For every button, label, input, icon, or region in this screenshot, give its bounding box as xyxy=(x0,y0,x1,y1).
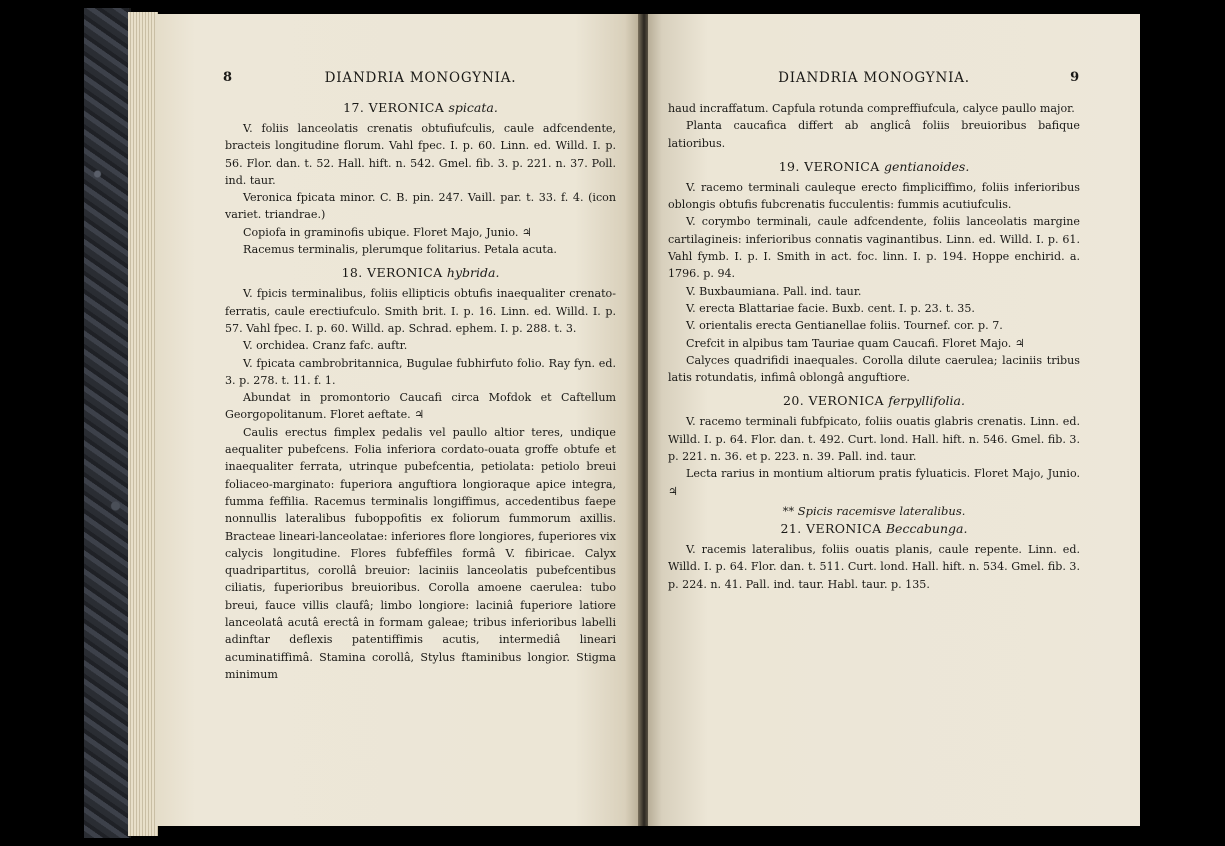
page-edges xyxy=(128,12,158,836)
entry-epithet: Beccabunga. xyxy=(885,520,968,536)
entry-genus: VERONICA xyxy=(804,158,880,174)
entry-17 xyxy=(225,100,616,258)
section-heading: ** Spicis racemisve lateralibus. xyxy=(782,503,966,518)
paragraph: Abundat in promontorio Caucafi circa Mofdok et Caftellum Georgopolitanum. Floret aeftate. ♃ xyxy=(225,391,616,422)
entry-genus: VERONICA xyxy=(806,520,882,536)
paragraph: Calyces quadrifidi inaequales. Corolla dilute caerulea; laciniis tribus latis rotundatis, infimâ oblongâ anguftiore. xyxy=(668,353,1080,385)
paragraph: Planta caucafica differt ab anglicâ foliis breuioribus bafique latioribus. xyxy=(668,119,1080,150)
entry-genus: VERONICA xyxy=(808,393,884,409)
book-binding xyxy=(84,8,131,838)
entry-heading xyxy=(225,100,616,115)
paragraph: Veronica fpicata minor. C. B. pin. 247. Vaill. par. t. 33. f. 4. (icon variet. triandrae.) xyxy=(225,191,616,222)
running-head-left xyxy=(225,70,616,86)
paragraph: Caulis erectus fimplex pedalis vel paullo altior teres, undique aequaliter pubefcens. Folia inferiora cordato-ouata groffe obtufe et inaequaliter ferrata, utrinque pubefcentia, petiolata: petiolo breui foliaceo-marginato: fuperiora anguftiora longioraque apice integra, fumma feffilia. Racemus terminalis longiffimus, accedentibus faepe nonnullis lateralibus fuboppofitis ex foliorum fummorum axillis. Bracteae lineari-lanceolatae: inferiores flore longiores, fuperiores vix calycis longitudine. Flores fubfeffiles formâ V. fibiricae. Calyx quadripartitus, corollâ breuior: laciniis lanceolatis pubefcentibus ciliatis, fuperioribus breuioribus. Corolla amoene caerulea: tubo breui, fauce villis claufâ; limbo longiore: laciniâ fuperiore latiore lanceolatâ acutâ erectâ in formam galeae; tribus inferioribus labelli adinftar deflexis patentiffimis acutis, intermediâ lineari acuminatiffimâ. Stamina corollâ, Stylus ftaminibus longior. Stigma minimum xyxy=(225,425,616,681)
entry-18 xyxy=(225,265,616,683)
running-head-text: DIANDRIA MONOGYNIA. xyxy=(324,70,517,86)
entry-number: 21. xyxy=(780,520,802,536)
entry-genus: VERONICA xyxy=(368,100,445,115)
entry-heading xyxy=(668,159,1080,174)
left-page xyxy=(155,14,640,826)
entry-20 xyxy=(668,393,1080,499)
entry-epithet: spicata. xyxy=(448,100,498,115)
entry-heading xyxy=(668,393,1080,408)
paragraph: V. racemo terminali cauleque erecto fimpliciffimo, foliis inferioribus oblongis obtufis fubcrenatis fucculentis: fummis acutiufculis. xyxy=(668,180,1080,212)
paragraph: V. orientalis erecta Gentianellae foliis. Tournef. cor. p. 7. xyxy=(686,319,1003,333)
paragraph: V. racemo terminali fubfpicato, foliis ouatis glabris crenatis. Linn. ed. Willd. I. p. 64. Flor. dan. t. 492. Curt. lond. Hall. hift. n. 546. Gmel. fib. 3. p. 221. n. 36. et p. 223. n. 39. Pall. ind. taur. xyxy=(668,415,1080,464)
paragraph: Copiofa in graminofis ubique. Floret Majo, Junio. ♃ xyxy=(243,225,532,239)
entry-number: 18. xyxy=(341,265,363,281)
entry-heading xyxy=(668,521,1080,536)
paragraph: Racemus terminalis, plerumque folitarius. Petala acuta. xyxy=(243,243,557,257)
running-head-text: DIANDRIA MONOGYNIA. xyxy=(778,70,970,86)
entry-number: 19. xyxy=(778,158,800,174)
paragraph: V. erecta Blattariae facie. Buxb. cent. I. p. 23. t. 35. xyxy=(686,301,975,315)
entry-epithet: ferpyllifolia. xyxy=(888,393,965,409)
entry-epithet: gentianoides. xyxy=(884,158,970,174)
paragraph: Crefcit in alpibus tam Tauriae quam Caucafi. Floret Majo. ♃ xyxy=(686,336,1025,350)
paragraph: V. fpicis terminalibus, foliis ellipticis obtufis inaequaliter crenato-ferratis, caule erectiufculo. Smith brit. I. p. 16. Linn. ed. Willd. I. p. 57. Vahl fpec. I. p. 60. Willd. ap. Schrad. ephem. I. p. 288. t. 3. xyxy=(225,287,616,335)
entry-genus: VERONICA xyxy=(367,265,443,281)
entry-heading xyxy=(225,265,616,280)
paragraph: V. racemis lateralibus, foliis ouatis planis, caule repente. Linn. ed. Willd. I. p. 64. Flor. dan. t. 511. Curt. lond. Hall. hift. n. 534. Gmel. fib. 3. p. 224. n. 41. Pall. ind. taur. Habl. taur. p. 135. xyxy=(668,542,1080,591)
paragraph: Lecta rarius in montium altiorum pratis fyluaticis. Floret Majo, Junio. ♃ xyxy=(668,467,1080,498)
entry-21 xyxy=(668,521,1080,593)
paragraph: haud incraffatum. Capfula rotunda compreffiufcula, calyce paullo major. xyxy=(668,102,1075,115)
entry-19 xyxy=(668,159,1080,387)
entry-epithet: hybrida. xyxy=(446,265,500,281)
paragraph: V. foliis lanceolatis crenatis obtufiufculis, caule adfcendente, bracteis longitudine florum. Vahl fpec. I. p. 60. Linn. ed. Willd. I. p. 56. Flor. dan. t. 52. Hall. hift. n. 542. Gmel. fib. 3. p. 221. n. 37. Poll. ind. taur. xyxy=(225,122,616,187)
right-page xyxy=(648,14,1140,826)
paragraph: V. Buxbaumiana. Pall. ind. taur. xyxy=(686,284,862,298)
entry-number: 17. xyxy=(343,100,365,115)
paragraph: V. orchidea. Cranz fafc. auftr. xyxy=(243,339,408,353)
paragraph: V. corymbo terminali, caule adfcendente, foliis lanceolatis margine cartilagineis: inferioribus connatis vaginantibus. Linn. ed. Willd. I. p. 61. Vahl fymb. I. p. I. Smith in act. foc. linn. I. p. 194. Hoppe enchirid. a. 1796. p. 94. xyxy=(668,215,1080,281)
running-head-right xyxy=(668,70,1080,86)
page-number-left: 8 xyxy=(223,70,233,85)
paragraph: V. fpicata cambrobritannica, Bugulae fubhirfuto folio. Ray fyn. ed. 3. p. 278. t. 11. f. 1. xyxy=(225,356,616,387)
entry-number: 20. xyxy=(783,393,805,409)
page-number-right: 9 xyxy=(1070,70,1080,85)
